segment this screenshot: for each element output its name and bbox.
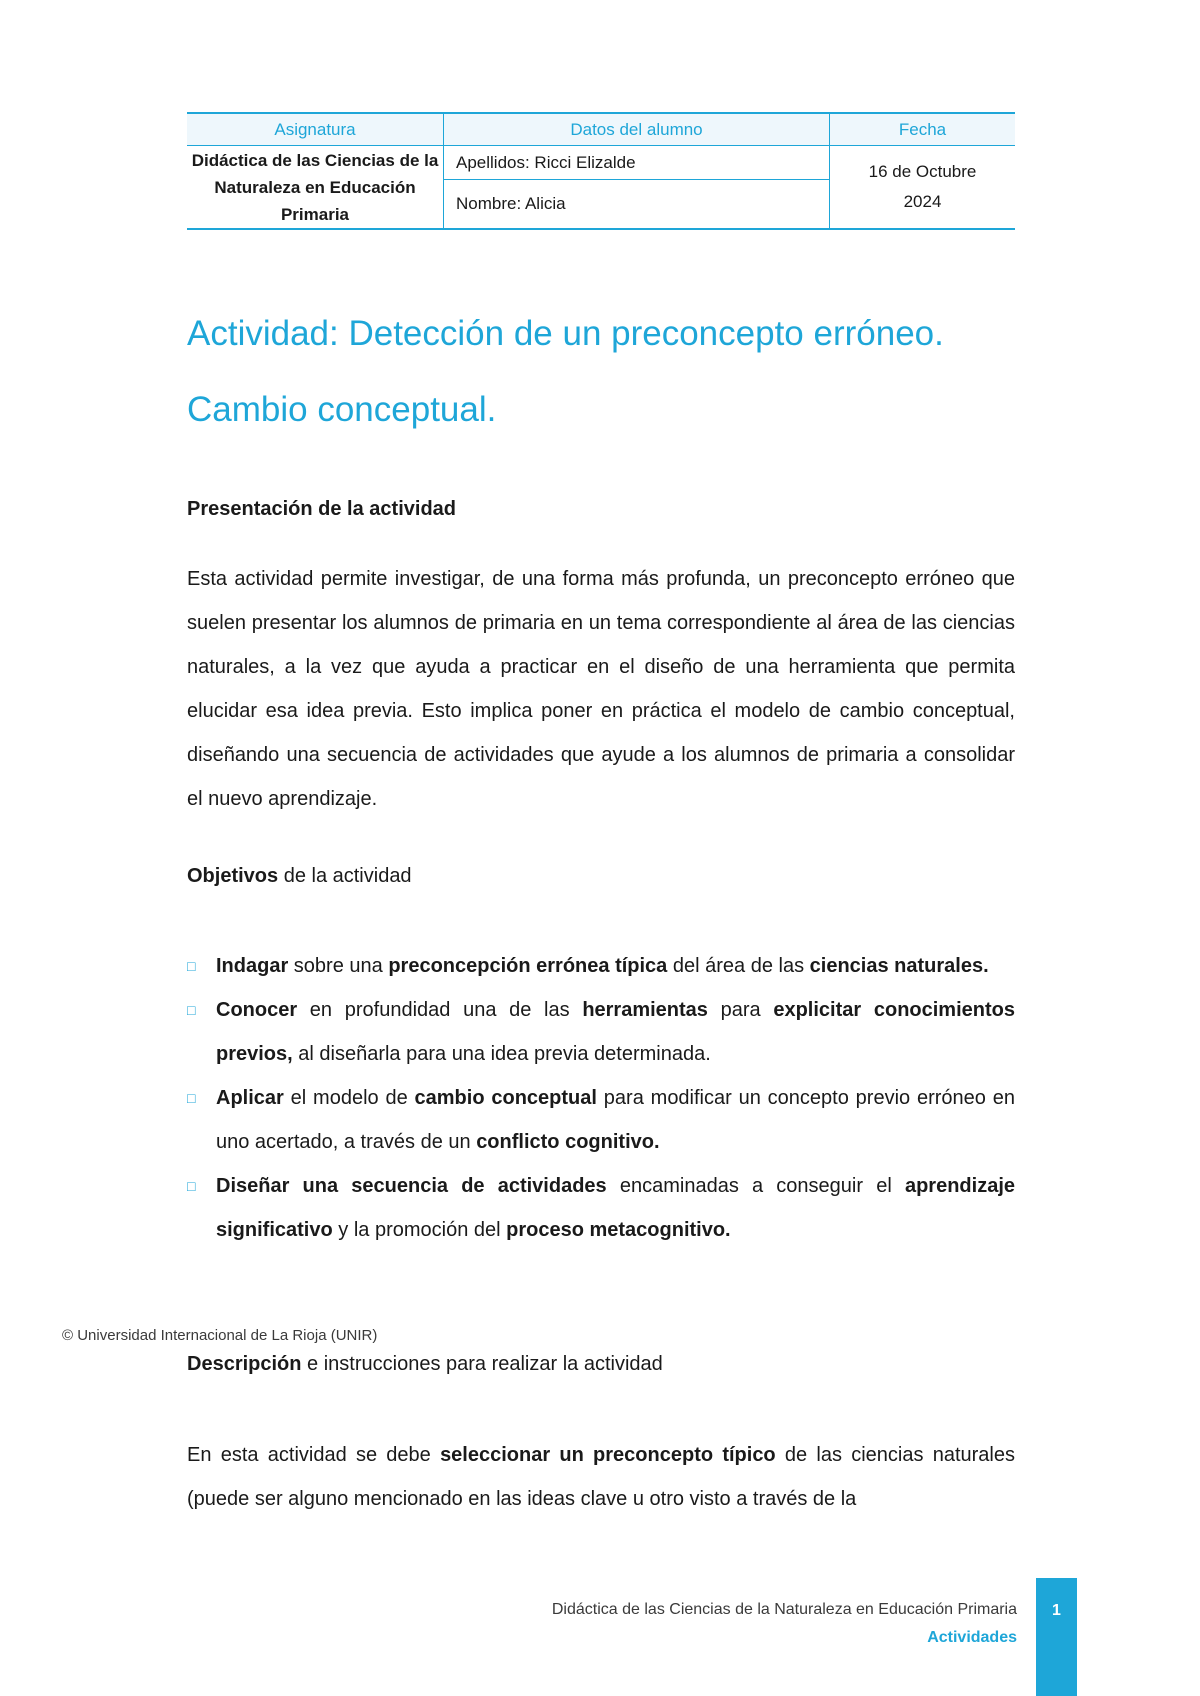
objective-bold: Indagar	[216, 955, 289, 977]
title-line-2: Cambio conceptual.	[187, 390, 497, 429]
description-bold: seleccionar un preconcepto típico	[440, 1444, 776, 1466]
header-col-date: Fecha	[830, 113, 1016, 146]
objective-bold: proceso metacognitivo.	[506, 1219, 731, 1241]
objectives-heading	[187, 865, 412, 888]
objectives-heading-bold: Objetivos	[187, 865, 279, 887]
objective-bold: Conocer	[216, 999, 298, 1021]
objective-item	[187, 944, 1015, 988]
objective-bold: preconcepción errónea típica	[388, 955, 668, 977]
objective-text: del área de las	[667, 955, 810, 977]
objective-bold: Aplicar	[216, 1087, 284, 1109]
date-cell	[830, 146, 1016, 230]
bullet-icon: □	[187, 958, 196, 974]
objective-bold: cambio conceptual	[414, 1087, 597, 1109]
objective-text: sobre una	[288, 955, 389, 977]
footer-section: Actividades	[927, 1629, 1017, 1646]
bullet-icon: □	[187, 1090, 196, 1106]
description-heading-bold: Descripción	[187, 1353, 302, 1375]
objective-bold: Diseñar una secuencia de actividades	[216, 1175, 607, 1197]
objective-item	[187, 1164, 1015, 1252]
title-line-1: Actividad: Detección de un preconcepto erróneo.	[187, 314, 944, 353]
bullet-icon: □	[187, 1002, 196, 1018]
page-number: 1	[1036, 1578, 1077, 1696]
objectives-list	[187, 944, 1015, 1252]
description-text: de las ciencias naturales (puede ser alguno mencionado en las ideas clave u otro visto a través de la	[187, 1444, 1015, 1510]
objective-bold: explicitar conocimientos previos,	[216, 999, 1015, 1065]
date-value: 16 de Octubre 2024	[868, 162, 977, 211]
header-table	[187, 112, 1015, 230]
objective-text: en profundidad una de las	[297, 999, 583, 1021]
description-heading	[187, 1353, 663, 1376]
presentation-body: Esta actividad permite investigar, de una forma más profunda, un preconcepto erróneo que suelen presentar los alumnos de primaria en un tema correspondiente al área de las ciencias naturales, a la vez que ayuda a practicar en el diseño de una herramienta que permita elucidar esa idea previa. Esto implica poner en práctica el modelo de cambio conceptual, diseñando una secuencia de actividades que ayude a los alumnos de primaria a consolidar el nuevo aprendizaje.	[187, 568, 1015, 810]
presentation-heading: Presentación de la actividad	[187, 498, 456, 520]
objective-bold: ciencias naturales.	[809, 955, 989, 977]
objective-item	[187, 1076, 1015, 1164]
objective-bold: conflicto cognitivo.	[476, 1131, 660, 1153]
footer-course: Didáctica de las Ciencias de la Naturaleza en Educación Primaria	[551, 1601, 1017, 1618]
subject-cell: Didáctica de las Ciencias de la Naturaleza en Educación Primaria	[187, 146, 444, 230]
name-cell: Nombre: Alicia	[444, 180, 830, 230]
description-text: En esta actividad se debe	[187, 1444, 441, 1466]
header-col-subject: Asignatura	[187, 113, 444, 146]
header-col-student: Datos del alumno	[444, 113, 830, 146]
objective-item	[187, 988, 1015, 1076]
objective-text: para	[707, 999, 774, 1021]
objective-text: al diseñarla para una idea previa determinada.	[292, 1043, 711, 1065]
description-body	[187, 1433, 1015, 1521]
objective-text: encaminadas a conseguir el	[606, 1175, 905, 1197]
objective-text: el modelo de	[283, 1087, 415, 1109]
description-heading-rest: e instrucciones para realizar la actividad	[301, 1353, 663, 1375]
objective-bold: aprendizaje significativo	[216, 1175, 1015, 1241]
page-footer	[552, 1596, 1017, 1652]
objective-bold: herramientas	[582, 999, 708, 1021]
bullet-icon: □	[187, 1178, 196, 1194]
copyright-notice: © Universidad Internacional de La Rioja (UNIR)	[62, 1327, 378, 1344]
objectives-heading-rest: de la actividad	[278, 865, 412, 887]
activity-title	[187, 296, 1027, 448]
objective-text: y la promoción del	[332, 1219, 507, 1241]
surnames-cell: Apellidos: Ricci Elizalde	[444, 146, 830, 180]
objective-text: para modificar un concepto previo erróneo en uno acertado, a través de un	[216, 1087, 1015, 1153]
